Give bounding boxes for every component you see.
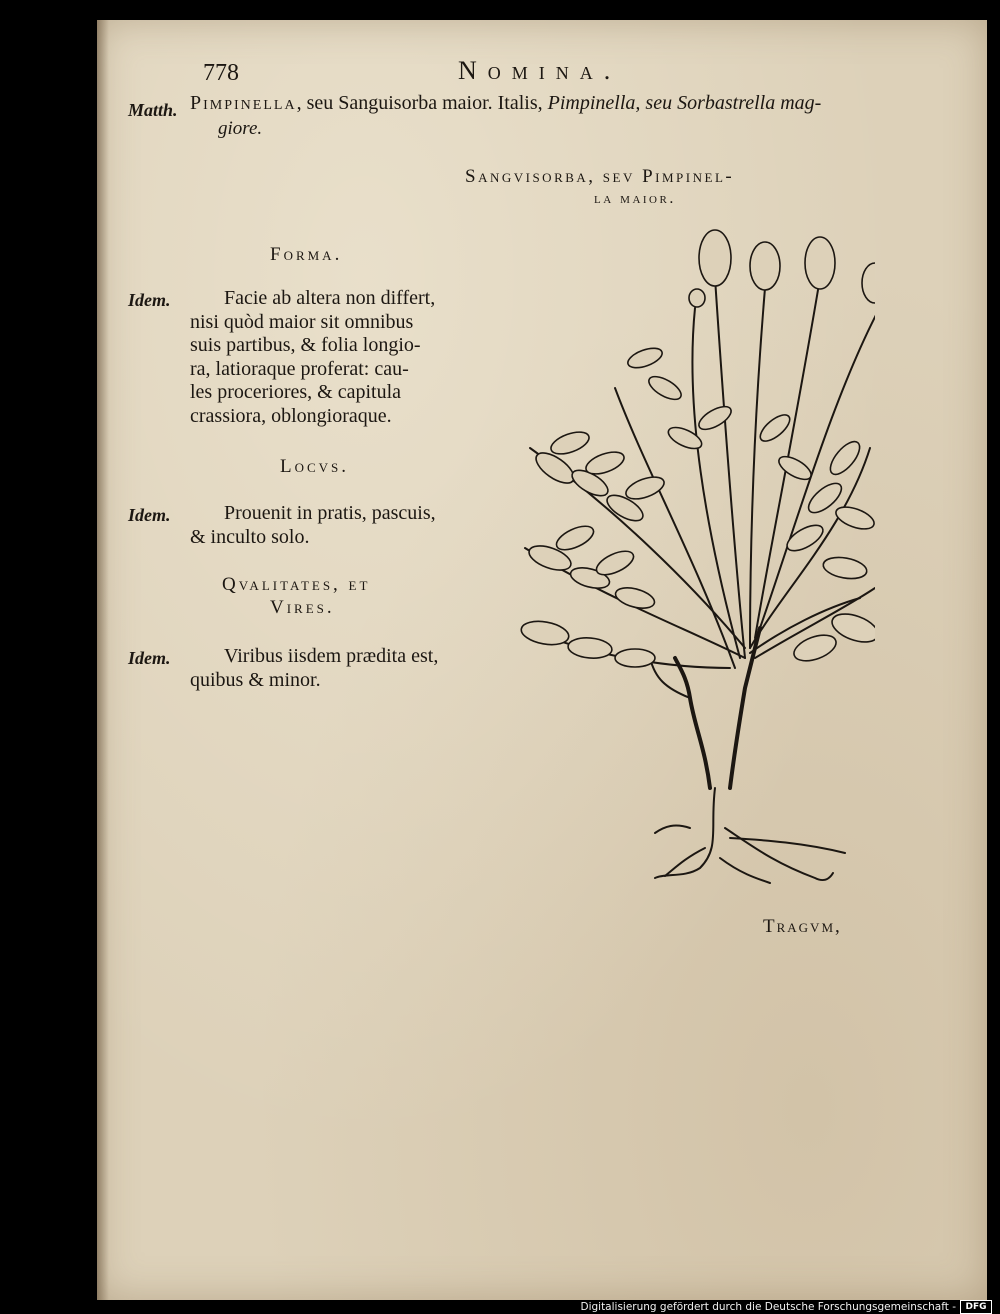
entry-title-line — [190, 92, 821, 115]
section-heading-vires: Vires. — [270, 597, 335, 618]
margin-note-author: Matth. — [128, 100, 178, 120]
forma-paragraph — [190, 287, 462, 428]
margin-note-locus: Idem. — [128, 505, 171, 525]
page-gutter-shadow — [97, 20, 109, 1300]
text-line: Viribus iisdem prædita est, — [224, 645, 439, 667]
running-head: Nomina. — [458, 56, 622, 85]
dfg-logo: DFG — [960, 1300, 992, 1314]
entry-italian-names: Pimpinella, seu Sorbastrella mag- — [547, 92, 822, 114]
text-line: Facie ab altera non differt, — [224, 287, 436, 309]
text-line: crassiora, oblongioraque. — [190, 404, 392, 427]
text-line: les proceriores, & capitula — [190, 381, 402, 403]
digitization-credit: Digitalisierung gefördert durch die Deutsche Forschungsgemeinschaft - — [580, 1301, 956, 1313]
entry-title-continuation: giore. — [218, 118, 263, 139]
margin-note-forma: Idem. — [128, 290, 171, 310]
section-heading-forma: Forma. — [270, 244, 343, 265]
figure-caption-line2: la maior. — [594, 190, 676, 207]
section-heading-qualitates: Qvalitates, et — [222, 574, 371, 595]
text-line: & inculto solo. — [190, 525, 310, 548]
qualitates-paragraph — [190, 645, 462, 692]
entry-synonyms: , seu Sanguisorba maior. Italis, — [296, 92, 548, 114]
entry-plant-name: Pimpinella — [190, 92, 297, 114]
text-line: Prouenit in pratis, pascuis, — [224, 502, 436, 524]
page-number: 778 — [203, 60, 239, 86]
section-heading-locus: Locvs. — [280, 456, 350, 477]
text-line: nisi quòd maior sit omnibus — [190, 310, 414, 333]
figure-caption-line1: Sangvisorba, sev Pimpinel- — [465, 166, 735, 187]
sanguisorba-plant-woodcut-icon — [515, 228, 875, 893]
catchword: Tragvm, — [763, 916, 842, 937]
text-line: quibus & minor. — [190, 668, 321, 691]
locus-paragraph — [190, 502, 462, 549]
text-line: ra, latioraque proferat: cau- — [190, 357, 409, 380]
text-line: suis partibus, & folia longio- — [190, 334, 421, 356]
margin-note-qualitates: Idem. — [128, 648, 171, 668]
